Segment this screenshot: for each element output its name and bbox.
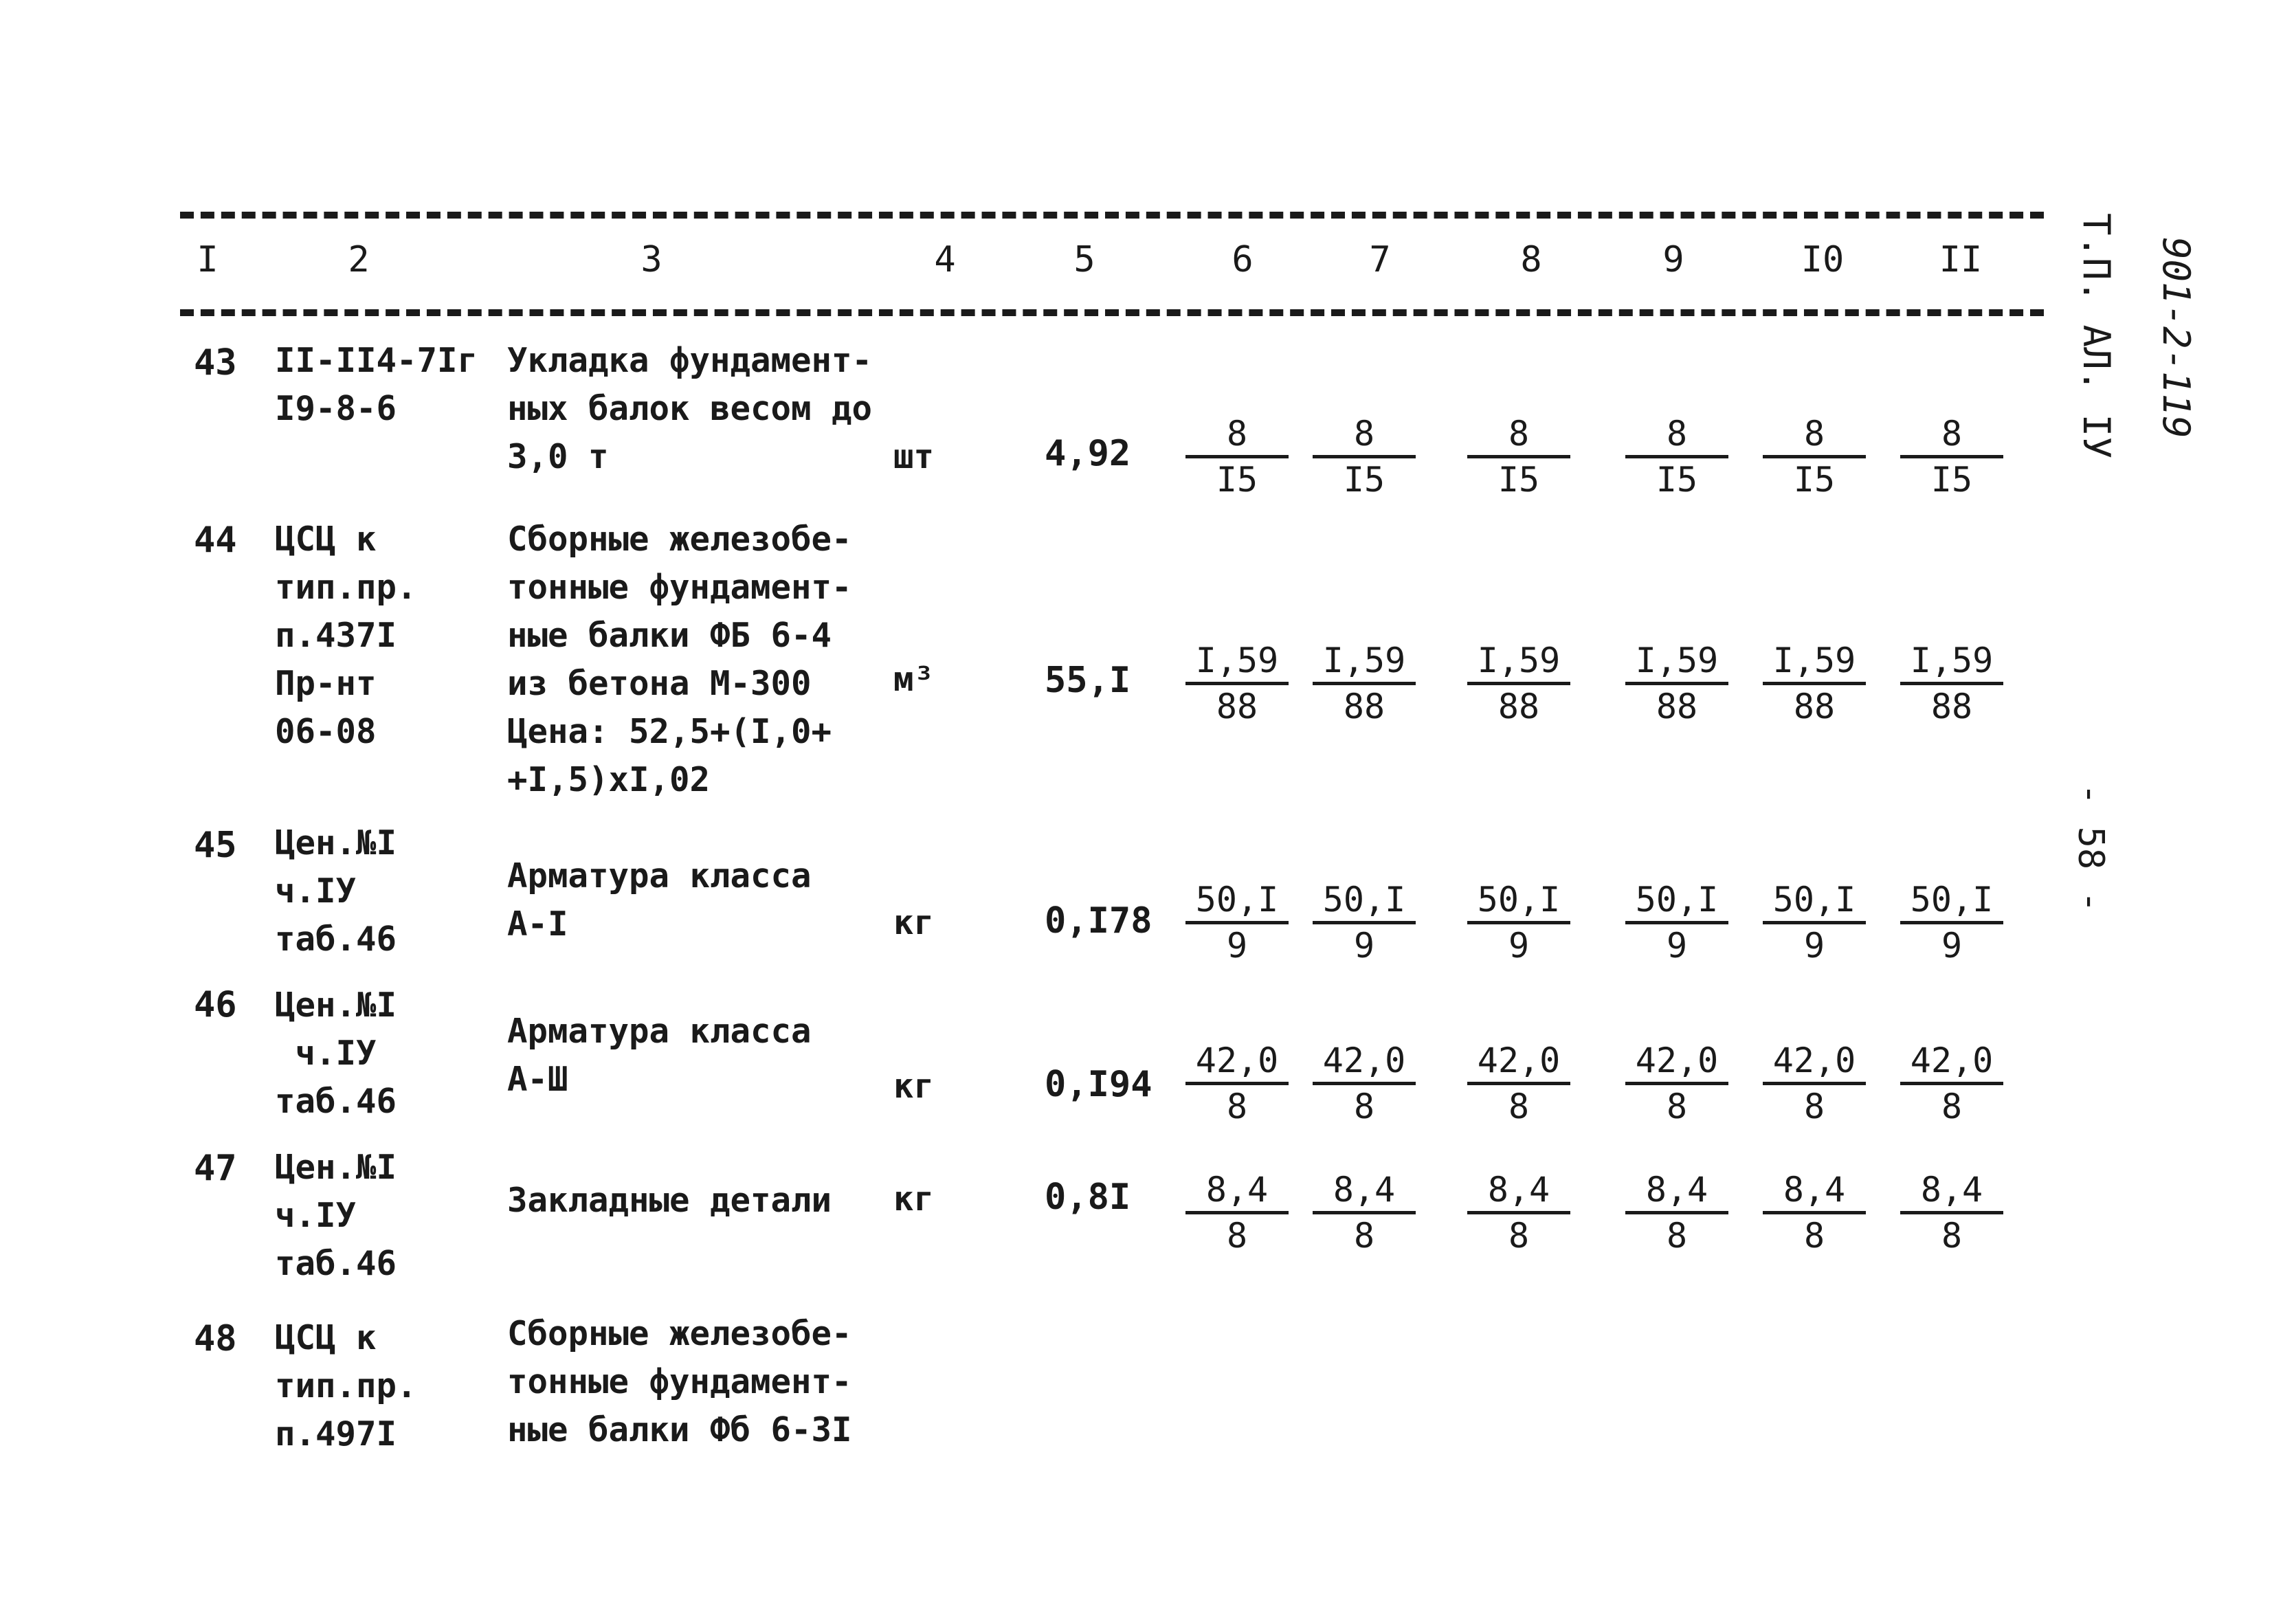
page-number: - 58 -	[2070, 783, 2111, 913]
value-denominator: 9	[1666, 926, 1688, 966]
value-cell	[1625, 639, 1728, 728]
value-denominator: 8	[1226, 1216, 1248, 1256]
value-cell	[1185, 1168, 1289, 1257]
value-cell	[1763, 639, 1866, 728]
value-denominator: I5	[1497, 460, 1540, 500]
column-header-10: I0	[1801, 239, 1845, 280]
value-denominator: I5	[1343, 460, 1385, 500]
value-numerator: 8	[1625, 412, 1728, 458]
value-numerator: I,59	[1763, 639, 1866, 685]
value-denominator: I5	[1793, 460, 1836, 500]
row-quantity: 4,92	[1045, 433, 1131, 474]
value-cell	[1900, 1168, 2003, 1257]
value-cell	[1467, 878, 1570, 967]
row-description: Укладка фундамент- ных балок весом до 3,0 т	[507, 341, 873, 476]
value-cell	[1185, 412, 1289, 501]
value-denominator: 88	[1793, 687, 1836, 726]
value-numerator: 42,0	[1313, 1039, 1416, 1085]
column-header-1: I	[197, 239, 219, 280]
value-denominator: I5	[1216, 460, 1258, 500]
value-denominator: 8	[1353, 1216, 1375, 1256]
value-denominator: 88	[1930, 687, 1973, 726]
value-numerator: 42,0	[1763, 1039, 1866, 1085]
value-cell	[1625, 1039, 1728, 1128]
row-unit: м³	[893, 660, 935, 699]
value-denominator: 9	[1803, 926, 1825, 966]
row-description: Сборные железобе- тонные фундамент- ные балки Фб 6-3I	[507, 1314, 852, 1449]
value-numerator: 50,I	[1185, 878, 1289, 924]
column-header-11: II	[1939, 239, 1983, 280]
row-code: ЦСЦ к тип.пр. п.497I	[275, 1318, 417, 1454]
value-numerator: 8,4	[1763, 1168, 1866, 1214]
value-numerator: 42,0	[1467, 1039, 1570, 1085]
column-header-3: 3	[641, 239, 662, 280]
value-numerator: 50,I	[1900, 878, 2003, 924]
row-quantity: 55,I	[1045, 660, 1131, 701]
project-label: Т.П. АЛ. IУ	[2075, 213, 2118, 459]
row-unit: кг	[893, 903, 935, 942]
value-numerator: I,59	[1313, 639, 1416, 685]
column-header-9: 9	[1662, 239, 1684, 280]
value-denominator: 88	[1497, 687, 1540, 726]
value-cell	[1313, 1039, 1416, 1128]
value-numerator: 8	[1763, 412, 1866, 458]
value-cell	[1625, 878, 1728, 967]
value-cell	[1185, 1039, 1289, 1128]
value-numerator: 8	[1185, 412, 1289, 458]
value-denominator: 88	[1656, 687, 1698, 726]
value-denominator: 8	[1803, 1087, 1825, 1126]
row-code: II-II4-7Iг I9-8-6	[275, 341, 478, 428]
value-numerator: 50,I	[1763, 878, 1866, 924]
value-numerator: 8,4	[1313, 1168, 1416, 1214]
row-description: Закладные детали	[507, 1181, 832, 1220]
row-number: 45	[194, 825, 237, 866]
value-denominator: 8	[1666, 1216, 1688, 1256]
value-denominator: 8	[1666, 1087, 1688, 1126]
row-number: 46	[194, 984, 237, 1025]
row-quantity: 0,I94	[1045, 1064, 1152, 1105]
row-unit: шт	[893, 437, 935, 476]
value-denominator: 8	[1803, 1216, 1825, 1256]
column-header-8: 8	[1520, 239, 1542, 280]
value-numerator: 50,I	[1625, 878, 1728, 924]
row-description: Сборные железобе- тонные фундамент- ные балки ФБ 6-4 из бетона М-300 Цена: 52,5+(I,0+ +I,5)хI,02	[507, 520, 852, 799]
value-numerator: 42,0	[1185, 1039, 1289, 1085]
value-numerator: 50,I	[1313, 878, 1416, 924]
value-cell	[1900, 412, 2003, 501]
value-cell	[1467, 412, 1570, 501]
column-header-5: 5	[1073, 239, 1095, 280]
row-number: 43	[194, 342, 237, 383]
value-numerator: 8	[1900, 412, 2003, 458]
value-cell	[1467, 1168, 1570, 1257]
row-description: Арматура класса А-I	[507, 856, 812, 944]
value-cell	[1625, 1168, 1728, 1257]
row-code: ЦСЦ к тип.пр. п.437I Пр-нт 06-08	[275, 520, 417, 751]
value-denominator: 8	[1508, 1216, 1530, 1256]
column-header-7: 7	[1369, 239, 1391, 280]
value-denominator: 88	[1216, 687, 1258, 726]
value-cell	[1900, 639, 2003, 728]
row-number: 47	[194, 1148, 237, 1189]
row-quantity: 0,8I	[1045, 1177, 1131, 1218]
value-cell	[1185, 639, 1289, 728]
row-unit: кг	[893, 1179, 935, 1219]
value-cell	[1763, 1039, 1866, 1128]
value-denominator: 8	[1508, 1087, 1530, 1126]
value-numerator: 8,4	[1625, 1168, 1728, 1214]
value-numerator: 8	[1313, 412, 1416, 458]
value-denominator: 8	[1353, 1087, 1375, 1126]
value-numerator: I,59	[1467, 639, 1570, 685]
project-code: 901-2-119	[2154, 237, 2198, 438]
row-number: 48	[194, 1318, 237, 1359]
value-cell	[1313, 878, 1416, 967]
value-numerator: 42,0	[1625, 1039, 1728, 1085]
value-cell	[1763, 1168, 1866, 1257]
row-unit: кг	[893, 1067, 935, 1106]
value-denominator: I5	[1930, 460, 1973, 500]
value-numerator: 50,I	[1467, 878, 1570, 924]
row-quantity: 0,I78	[1045, 900, 1152, 942]
row-code: Цен.№I ч.IУ таб.46	[275, 1148, 397, 1283]
column-header-4: 4	[934, 239, 956, 280]
value-cell	[1185, 878, 1289, 967]
row-code: Цен.№I ч.IУ таб.46	[275, 823, 397, 959]
header-bottom-rule	[180, 309, 2044, 316]
value-cell	[1313, 639, 1416, 728]
value-cell	[1467, 1039, 1570, 1128]
value-denominator: 8	[1226, 1087, 1248, 1126]
value-denominator: 9	[1508, 926, 1530, 966]
value-denominator: 8	[1941, 1216, 1963, 1256]
value-cell	[1625, 412, 1728, 501]
value-numerator: 8,4	[1467, 1168, 1570, 1214]
column-header-2: 2	[348, 239, 370, 280]
value-denominator: 9	[1226, 926, 1248, 966]
row-code: Цен.№I ч.IУ таб.46	[275, 986, 397, 1121]
value-numerator: 8	[1467, 412, 1570, 458]
value-numerator: I,59	[1625, 639, 1728, 685]
value-cell	[1313, 412, 1416, 501]
value-numerator: 8,4	[1900, 1168, 2003, 1214]
value-denominator: 8	[1941, 1087, 1963, 1126]
header-top-rule	[180, 212, 2044, 219]
value-cell	[1900, 878, 2003, 967]
value-cell	[1900, 1039, 2003, 1128]
value-numerator: I,59	[1185, 639, 1289, 685]
value-denominator: 9	[1941, 926, 1963, 966]
value-cell	[1763, 412, 1866, 501]
value-cell	[1313, 1168, 1416, 1257]
value-cell	[1763, 878, 1866, 967]
row-description: Арматура класса А-Ш	[507, 1012, 812, 1099]
value-denominator: 9	[1353, 926, 1375, 966]
value-denominator: I5	[1656, 460, 1698, 500]
value-numerator: 42,0	[1900, 1039, 2003, 1085]
value-denominator: 88	[1343, 687, 1385, 726]
column-header-6: 6	[1232, 239, 1254, 280]
value-numerator: 8,4	[1185, 1168, 1289, 1214]
value-cell	[1467, 639, 1570, 728]
row-number: 44	[194, 520, 237, 561]
value-numerator: I,59	[1900, 639, 2003, 685]
